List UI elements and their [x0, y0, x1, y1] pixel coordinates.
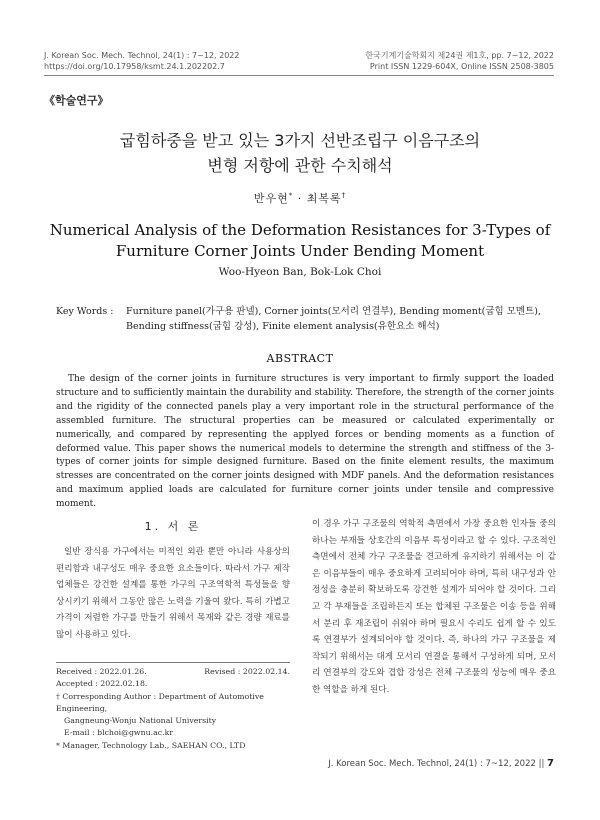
corresponding-affiliation: Gangneung-Wonju National University	[64, 716, 217, 726]
author-2-mark: †	[341, 191, 347, 200]
title-english-line1: Numerical Analysis of the Deformation Resistances for 3-Types of	[49, 221, 551, 239]
author-2: 최복록	[306, 192, 342, 205]
received-date: Received : 2022.01.26.	[56, 667, 147, 676]
authors-english: Woo-Hyeon Ban, Bok-Lok Choi	[218, 266, 382, 278]
author-1: 반우현	[253, 192, 289, 205]
doi-link[interactable]: https://doi.org/10.17958/ksmt.24.1.202202.7	[44, 62, 225, 71]
author-separator: ·	[293, 192, 307, 205]
author-1-mark: *	[288, 191, 294, 200]
keywords-text: Furniture panel(가구용 판넬), Corner joints(모서리 연결부), Bending moment(굽힘 모멘트), Bending stiffness(굽힘 강성), Finite element analysis(유한요소 해석)	[126, 306, 541, 332]
title-english-line2: Furniture Corner Joints Under Bending Moment	[115, 242, 485, 260]
header-divider	[44, 75, 554, 76]
page-footer	[328, 758, 554, 769]
intro-paragraph-left: 일반 장식용 가구에서는 미적인 외관 뿐만 아니라 사용상의 편리함과 내구성도 매우 중요한 요소들이다. 따라서 가구 제작 업체들은 강건한 설계를 통한 가구의 구조역학적 특성들을 향상시키기 위해서 그동안 많은 노력을 기울여 왔다. 특히 가볍고 가격이 저렴한 가구를 만들기 위해서 목재와 같은 경량 재료를 많이 사용하고 있다.	[56, 547, 290, 640]
left-column	[56, 518, 290, 644]
corresponding-author: † Corresponding Author : Department of Automotive Engineering,	[56, 691, 264, 713]
title-korean	[0, 128, 600, 178]
header-journal-info	[365, 50, 554, 72]
footnote-divider	[56, 662, 290, 663]
page-number: 7	[547, 758, 554, 769]
keywords	[56, 304, 554, 334]
authors-korean	[0, 190, 600, 206]
journal-citation: J. Korean Soc. Mech. Technol, 24(1) : 7~12, 2022	[44, 51, 240, 60]
title-korean-line2: 변형 저항에 관한 수치해석	[207, 156, 393, 175]
title-english	[0, 220, 600, 262]
right-column	[312, 516, 556, 699]
revised-date: Revised : 2022.02.14.	[204, 667, 290, 676]
footnotes	[56, 666, 290, 752]
accepted-date: Accepted : 2022.02.18.	[56, 679, 148, 689]
article-category: 《학술연구》	[44, 94, 109, 107]
keywords-label: Key Words :	[56, 306, 114, 317]
intro-paragraph-right: 이 경우 가구 구조물의 역학적 측면에서 가장 중요한 인자들 중의 하나는 부재들 상호간의 이음부 특성이라고 할 수 있다. 구조적인 측면에서 전체 가구 구조물을 견고하게 유지하기 위해서는 이 같은 이음부들이 매우 중요하게 고려되어야 하며, 특히 내구성과 안정성을 충분히 확보하도록 강건한 설계가 되어야 할 것이다. 그리고 각 부재들을 조립하든지 또는 합체된 구조물은 이송 등을 위해서 분리 후 재조립이 쉬워야 하며 필요시 수리도 쉽게 할 수 있도록 연결부가 설계되어야 할 것이다. 즉, 하나의 가구 구조물을 제작되기 위해서는 대게 모서리 연결을 통해서 구성하게 되며, 모서리 연결부의 강도와 겹합 강성은 전체 구조물의 성능에 매우 중요한 역할을 하게 된다.	[312, 519, 556, 695]
journal-volume-info: 한국기계기술학회지 제24권 제1호, pp. 7~12, 2022	[365, 51, 554, 60]
abstract-heading: ABSTRACT	[266, 352, 334, 365]
issn-info: Print ISSN 1229-604X, Online ISSN 2508-3805	[369, 62, 554, 71]
footer-citation: J. Korean Soc. Mech. Technol, 24(1) : 7~12, 2022 ||	[328, 759, 545, 769]
corresponding-email[interactable]: E-mail : blchoi@gwnu.ac.kr	[64, 728, 174, 738]
title-korean-line1: 굽힘하중을 받고 있는 3가지 선반조립구 이음구조의	[119, 131, 481, 150]
author-affiliation: * Manager, Technology Lab., SAEHAN CO., LTD	[56, 740, 246, 750]
date-row	[56, 666, 290, 678]
header-citation	[44, 50, 239, 72]
section-title-introduction: 1. 서 론	[144, 520, 202, 533]
abstract-text: The design of the corner joints in furniture structures is very important to firmly support the loaded structure and to sufficiently maintain the durability and stability. Therefore, the strength of the corner joints and the rigidity of the connected panels play a very important role in the structural performance of the assembled furniture. The structural properties can be measured or calculated experimentally or numerically, and compared by representing the applyed forces or bending moments as a function of deformed value. This paper shows the numerical models to determine the strength and stiffness of the 3-types of corner joints for simple designed furniture. Based on the finite element results, the maximum stresses are concentrated on the corner joints designed with MDF panels. And the deformation resistances and maximum applied loads are calculated for furniture corner joints under tensile and compressive moment.	[56, 374, 554, 510]
